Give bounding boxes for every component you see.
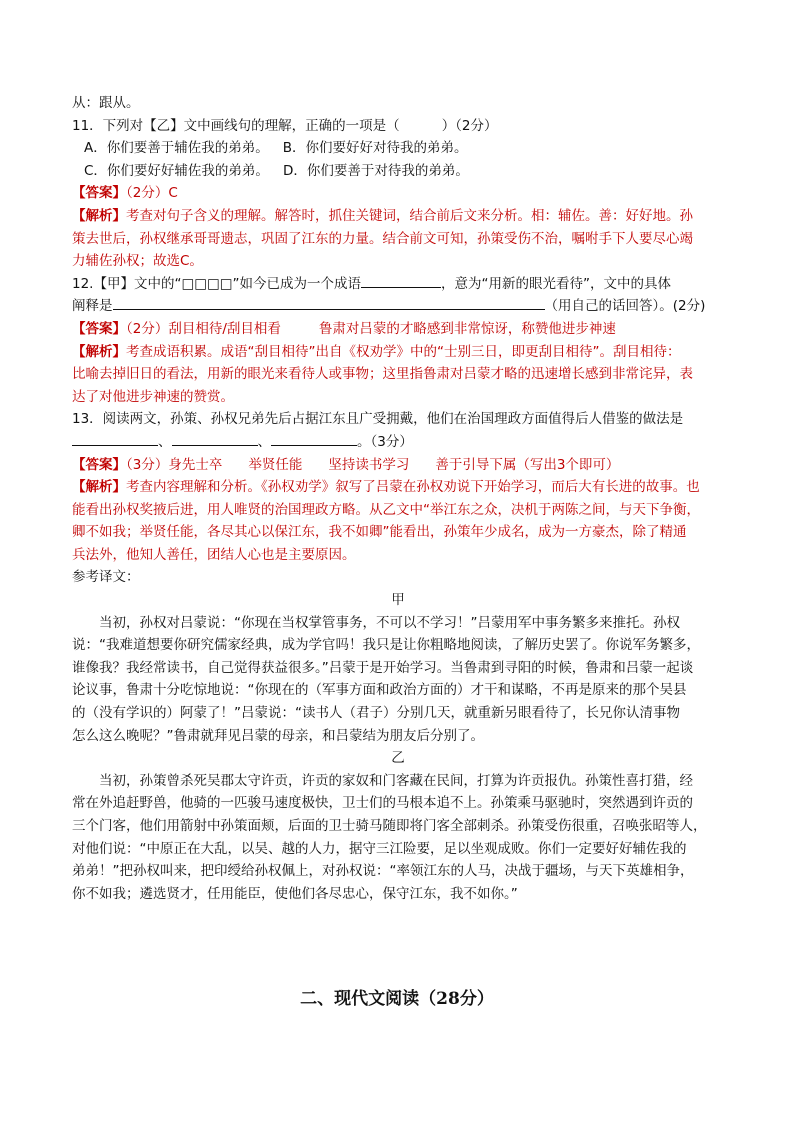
translation-jia-line: 论议事，鲁肃十分吃惊地说：“你现在的（军事方面和政治方面的）才干和谋略，不再是原来的那个吴县 (72, 682, 687, 699)
answer-tag: 【答案】 (72, 456, 126, 473)
q12-analysis-2: 比喻去掉旧日的看法，用新的眼光来看待人或事物；这里指鲁肃对吕蒙才略的迅速增长感到非常诧异，表 (72, 366, 693, 383)
q11-option-b: B．你们要好好对待我的弟弟。 (282, 140, 468, 157)
translation-heading: 参考译文： (72, 569, 140, 586)
section-heading-modern-reading: 二、现代文阅读（28分） (300, 989, 494, 1009)
q11-option-a: A．你们要善于辅佐我的弟弟。 (84, 140, 269, 157)
q11-analysis-1: 【解析】考查对句子含义的理解。解答时，抓住关键词，结合前后文来分析。相：辅佐。善：好好地。孙 (72, 207, 693, 224)
translation-yi-line: 常在外追赶野兽，他骑的一匹骏马速度极快，卫士们的马根本追不上。孙策乘马驱驰时，突然遇到许贡的 (72, 795, 693, 812)
q13-blank-1[interactable] (72, 431, 158, 446)
analysis-tag: 【解析】 (72, 207, 126, 224)
translation-jia-line: 说：“我难道想要你研究儒家经典，成为学官吗！我只是让你粗略地阅读，了解历史罢了。你说军务繁多， (72, 637, 700, 654)
answer-tag: 【答案】 (72, 320, 126, 337)
translation-yi-line: 当初，孙策曾杀死吴郡太守许贡，许贡的家奴和门客藏在民间，打算为许贡报仇。孙策性喜打猎，经 (99, 772, 693, 789)
q13-stem-1: 13．阅读两文，孙策、孙权兄弟先后占据江东且广受拥戴，他们在治国理政方面值得后人借鉴的做法是 (72, 411, 684, 428)
q12-stem-1: 12.【甲】文中的“□□□□”如今已成为一个成语 ，意为“用新的眼光看待”，文中的具体 (72, 273, 724, 296)
q11-analysis-2: 策去世后，孙权继承哥哥遗志，巩固了江东的力量。结合前文可知，孙策受伤不治，嘱咐手下人要尽心竭 (72, 230, 693, 247)
q13-stem-2: 、 、 。（3分） (72, 431, 724, 454)
note-line: 从：跟从。 (72, 95, 140, 111)
translation-jia-line: 的（没有学识的）阿蒙了！”吕蒙说：“读书人（君子）分别几天，就重新另眼看待了，长兄你认清事物 (72, 705, 680, 722)
translation-jia-line: 当初，孙权对吕蒙说：“你现在当权掌管事务，不可以不学习！”吕蒙用军中事务繁多来推托。孙权 (99, 614, 680, 631)
q13-blank-2[interactable] (172, 431, 258, 446)
q12-analysis-1: 【解析】考查成语积累。成语“刮目相待”出自《权劝学》中的“士别三日，即更刮目相待”。刮目相待： (72, 343, 681, 360)
document-body (72, 92, 724, 905)
q13-analysis-4: 兵法外，他知人善任，团结人心也是主要原因。 (72, 546, 356, 563)
q11-answer: 【答案】（2分）C (72, 185, 178, 202)
translation-jia-title: 甲 (391, 592, 405, 609)
q13-analysis-2: 能看出孙权奖掖后进，用人唯贤的治国理政方略。从乙文中“举江东之众，决机于两陈之间，与天下争衡， (72, 501, 700, 518)
q12-blank-idiom[interactable] (361, 273, 441, 288)
q13-analysis-3: 卿不如我；举贤任能，各尽其心以保江东，我不如卿”能看出，孙策年少成名，成为一方豪杰，除了精通 (72, 524, 687, 541)
q11-analysis-3: 力辅佐孙权；故选C。 (72, 253, 203, 270)
q13-answer: 【答案】（3分）身先士卒 举贤任能 坚持读书学习 善于引导下属（写出3个即可） (72, 456, 620, 473)
q11-options-row-2 (72, 160, 724, 183)
q11-option-d: D．你们要善于对待我的弟弟。 (282, 162, 469, 179)
q11-stem: 11．下列对【乙】文中画线句的理解，正确的一项是（ ）（2分） (72, 117, 498, 134)
translation-jia-line: 怎么这么晚呢？”鲁肃就拜见吕蒙的母亲，和吕蒙结为朋友后分别了。 (72, 727, 484, 744)
q13-analysis-1: 【解析】考查内容理解和分析。《孙权劝学》叙写了吕蒙在孙权劝说下开始学习，而后大有长进的故事。也 (72, 479, 700, 496)
q12-stem-2: 阐释是 （用自己的话回答）。(2分) (72, 295, 724, 318)
q12-analysis-3: 达了对他进步神速的赞赏。 (72, 388, 234, 405)
q13-blank-3[interactable] (271, 431, 357, 446)
translation-yi-line: 对他们说：“中原正在大乱，以吴、越的人力，据守三江险要，足以坐观成败。你们一定要好好辅佐我的 (72, 840, 687, 857)
translation-yi-line: 弟弟！”把孙权叫来，把印绶给孙权佩上，对孙权说：“率领江东的人马，决战于疆场，与天下英雄相争， (72, 863, 694, 880)
q12-blank-explain[interactable] (113, 295, 545, 310)
q12-answer: 【答案】（2分）刮目相待/刮目相看 鲁肃对吕蒙的才略感到非常惊讶，称赞他进步神速 (72, 320, 616, 337)
analysis-tag: 【解析】 (72, 479, 126, 496)
q11-option-c: C．你们要好好辅佐我的弟弟。 (84, 162, 269, 179)
analysis-tag: 【解析】 (72, 343, 126, 360)
translation-jia-line: 谁像我？我经常读书，自己觉得获益很多。”吕蒙于是开始学习。当鲁肃到寻阳的时候，鲁肃和吕蒙一起谈 (72, 659, 694, 676)
q11-options-row-1 (72, 137, 724, 160)
answer-tag: 【答案】 (72, 185, 126, 202)
translation-yi-line: 你不如我；遴选贤才，任用能臣，使他们各尽忠心，保守江东，我不如你。” (72, 885, 518, 902)
translation-yi-title: 乙 (391, 750, 405, 767)
translation-yi-line: 三个门客，他们用箭射中孙策面颊，后面的卫士骑马随即将门客全部刺杀。孙策受伤很重，召唤张昭等人， (72, 818, 707, 834)
